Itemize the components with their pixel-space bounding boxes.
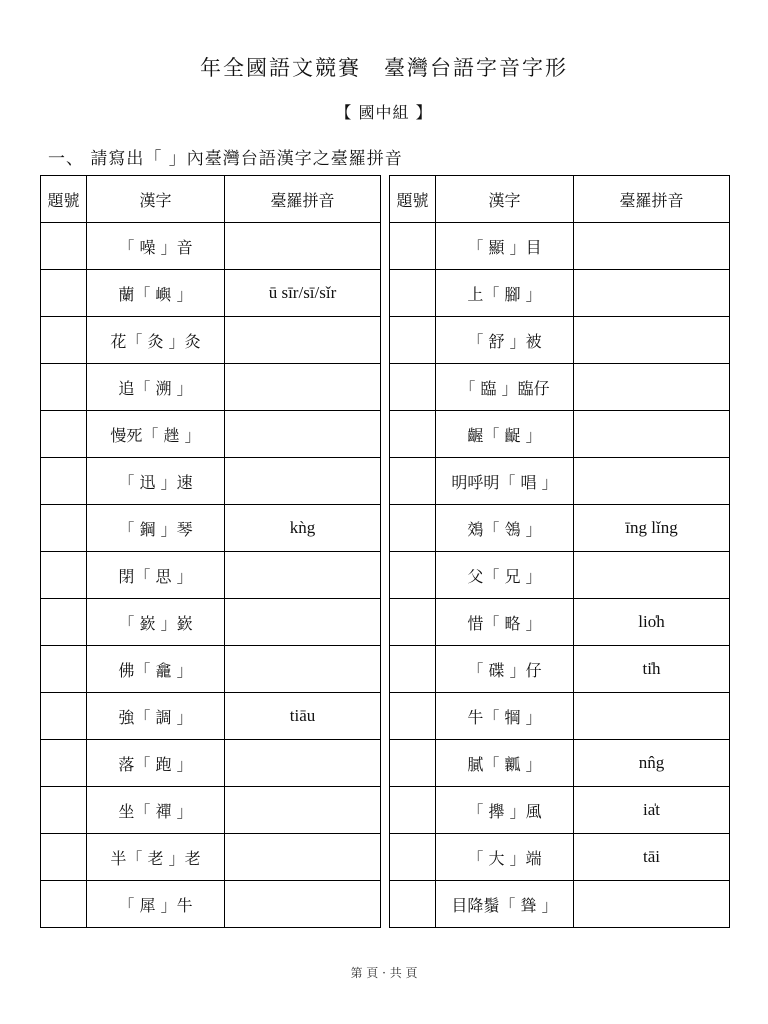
question-number-cell xyxy=(41,740,87,787)
hanzi-cell: 「 迅 」速 xyxy=(87,458,225,505)
table-row xyxy=(390,787,730,834)
left-table-body xyxy=(41,223,381,928)
question-number-cell xyxy=(390,458,436,505)
question-number-cell xyxy=(41,317,87,364)
question-number-cell xyxy=(41,411,87,458)
table-row xyxy=(41,411,381,458)
table-row xyxy=(390,458,730,505)
question-number-cell xyxy=(41,834,87,881)
romanization-cell xyxy=(574,270,730,317)
romanization-cell xyxy=(574,881,730,928)
romanization-cell xyxy=(225,787,381,834)
question-number-cell xyxy=(41,599,87,646)
hanzi-cell: 「 大 」端 xyxy=(436,834,574,881)
question-number-cell xyxy=(41,458,87,505)
header-number: 題號 xyxy=(390,176,436,223)
question-number-cell xyxy=(41,270,87,317)
table-row xyxy=(390,693,730,740)
table-row xyxy=(390,270,730,317)
romanization-cell: nn̂g xyxy=(574,740,730,787)
hanzi-cell: 膩「 瓤 」 xyxy=(436,740,574,787)
table-row xyxy=(41,552,381,599)
division-label: 【 國中組 】 xyxy=(335,103,433,122)
romanization-cell xyxy=(574,693,730,740)
question-number-cell xyxy=(41,364,87,411)
answer-table-left xyxy=(40,175,381,928)
table-row xyxy=(390,599,730,646)
hanzi-cell: 齷「 齪 」 xyxy=(436,411,574,458)
table-row xyxy=(41,787,381,834)
romanization-cell xyxy=(574,317,730,364)
question-number-cell xyxy=(390,317,436,364)
table-row xyxy=(390,505,730,552)
table-row xyxy=(390,646,730,693)
page-title: 年全國語文競賽 臺灣台語字音字形 xyxy=(200,56,568,80)
table-row xyxy=(390,740,730,787)
table-row xyxy=(390,552,730,599)
question-number-cell xyxy=(41,787,87,834)
romanization-cell xyxy=(225,740,381,787)
question-number-cell xyxy=(390,881,436,928)
header-hanzi: 漢字 xyxy=(87,176,225,223)
hanzi-cell: 上「 腳 」 xyxy=(436,270,574,317)
header-number: 題號 xyxy=(41,176,87,223)
hanzi-cell: 「 犀 」牛 xyxy=(87,881,225,928)
question-number-cell xyxy=(41,505,87,552)
section-instruction: 一、 請寫出「 」內臺灣台語漢字之臺羅拼音 xyxy=(48,149,403,169)
table-row xyxy=(41,223,381,270)
table-row xyxy=(390,881,730,928)
table-row xyxy=(41,505,381,552)
romanization-cell xyxy=(225,411,381,458)
romanization-cell: kǹg xyxy=(225,505,381,552)
question-number-cell xyxy=(390,834,436,881)
question-number-cell xyxy=(390,787,436,834)
hanzi-cell: 「 碟 」仔 xyxy=(436,646,574,693)
romanization-cell xyxy=(225,364,381,411)
romanization-cell xyxy=(574,364,730,411)
question-number-cell xyxy=(390,505,436,552)
answer-table-right xyxy=(389,175,730,928)
table-row xyxy=(41,599,381,646)
question-number-cell xyxy=(41,223,87,270)
romanization-cell xyxy=(574,552,730,599)
hanzi-cell: 父「 兄 」 xyxy=(436,552,574,599)
romanization-cell xyxy=(225,881,381,928)
romanization-cell xyxy=(574,458,730,505)
table-row xyxy=(41,881,381,928)
table-row xyxy=(390,223,730,270)
hanzi-cell: 惜「 略 」 xyxy=(436,599,574,646)
table-row xyxy=(390,411,730,458)
romanization-cell xyxy=(225,552,381,599)
hanzi-cell: 強「 調 」 xyxy=(87,693,225,740)
hanzi-cell: 落「 跑 」 xyxy=(87,740,225,787)
romanization-cell: tāi xyxy=(574,834,730,881)
question-number-cell xyxy=(390,740,436,787)
romanization-cell xyxy=(574,411,730,458)
question-number-cell xyxy=(390,223,436,270)
question-number-cell xyxy=(41,881,87,928)
table-row xyxy=(390,317,730,364)
romanization-cell xyxy=(225,646,381,693)
romanization-cell xyxy=(225,223,381,270)
question-number-cell xyxy=(390,411,436,458)
hanzi-cell: 佛「 龕 」 xyxy=(87,646,225,693)
hanzi-cell: 「 鋼 」琴 xyxy=(87,505,225,552)
romanization-cell: ti̍h xyxy=(574,646,730,693)
question-number-cell xyxy=(390,599,436,646)
table-row xyxy=(41,646,381,693)
hanzi-cell: 「 嶔 」嶔 xyxy=(87,599,225,646)
table-row xyxy=(41,693,381,740)
question-number-cell xyxy=(390,646,436,693)
romanization-cell: lio̍h xyxy=(574,599,730,646)
romanization-cell xyxy=(574,223,730,270)
hanzi-cell: 牛「 犅 」 xyxy=(436,693,574,740)
table-row xyxy=(41,458,381,505)
hanzi-cell: 明呼明「 唱 」 xyxy=(436,458,574,505)
table-header-row xyxy=(390,176,730,223)
table-row xyxy=(41,834,381,881)
question-number-cell xyxy=(41,646,87,693)
header-hanzi: 漢字 xyxy=(436,176,574,223)
romanization-cell xyxy=(225,317,381,364)
hanzi-cell: 「 臨 」臨仔 xyxy=(436,364,574,411)
romanization-cell: tiāu xyxy=(225,693,381,740)
hanzi-cell: 「 噪 」音 xyxy=(87,223,225,270)
table-row xyxy=(41,270,381,317)
header-romanization: 臺羅拼音 xyxy=(225,176,381,223)
question-number-cell xyxy=(390,552,436,599)
right-table-body xyxy=(390,223,730,928)
romanization-cell xyxy=(225,599,381,646)
hanzi-cell: 「 舒 」被 xyxy=(436,317,574,364)
page-footer: 第 頁 · 共 頁 xyxy=(350,966,418,980)
romanization-cell: ū sīr/sī/sǐr xyxy=(225,270,381,317)
question-number-cell xyxy=(41,693,87,740)
hanzi-cell: 「 攑 」風 xyxy=(436,787,574,834)
table-row xyxy=(41,317,381,364)
table-row xyxy=(41,740,381,787)
table-row xyxy=(390,364,730,411)
romanization-cell: ia̍t xyxy=(574,787,730,834)
question-number-cell xyxy=(390,693,436,740)
hanzi-cell: 慢死「 趖 」 xyxy=(87,411,225,458)
table-row xyxy=(390,834,730,881)
romanization-cell: īng lǐng xyxy=(574,505,730,552)
hanzi-cell: 花「 灸 」灸 xyxy=(87,317,225,364)
hanzi-cell: 閉「 思 」 xyxy=(87,552,225,599)
table-row xyxy=(41,364,381,411)
romanization-cell xyxy=(225,458,381,505)
header-romanization: 臺羅拼音 xyxy=(574,176,730,223)
question-number-cell xyxy=(390,364,436,411)
hanzi-cell: 目降鬚「 聳 」 xyxy=(436,881,574,928)
hanzi-cell: 半「 老 」老 xyxy=(87,834,225,881)
hanzi-cell: 蘭「 嶼 」 xyxy=(87,270,225,317)
hanzi-cell: 鵁「 鴒 」 xyxy=(436,505,574,552)
table-header-row xyxy=(41,176,381,223)
hanzi-cell: 追「 溯 」 xyxy=(87,364,225,411)
question-number-cell xyxy=(41,552,87,599)
hanzi-cell: 坐「 禪 」 xyxy=(87,787,225,834)
romanization-cell xyxy=(225,834,381,881)
hanzi-cell: 「 顯 」目 xyxy=(436,223,574,270)
question-number-cell xyxy=(390,270,436,317)
